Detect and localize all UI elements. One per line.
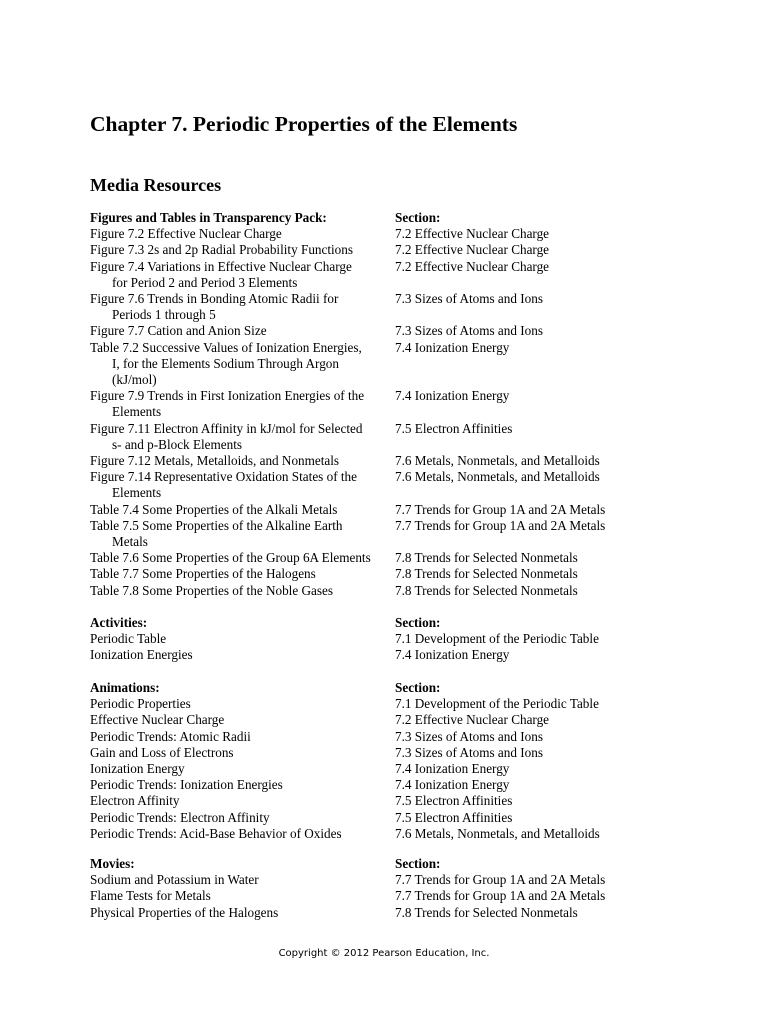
item-title-line: Table 7.6 Some Properties of the Group 6A Elements — [90, 550, 371, 566]
item-title-line: Ionization Energy — [90, 761, 185, 777]
item-title-line: Figure 7.12 Metals, Metalloids, and Nonmetals — [90, 453, 340, 469]
movies-list — [90, 872, 730, 921]
item-section: 7.7 Trends for Group 1A and 2A Metals — [395, 888, 606, 904]
item-title — [90, 712, 390, 728]
item-title-line: Sodium and Potassium in Water — [90, 872, 259, 888]
animations-section — [90, 680, 730, 842]
list-item — [90, 583, 730, 599]
list-item — [90, 388, 730, 420]
item-title — [90, 872, 390, 888]
item-title-line: Periodic Trends: Ionization Energies — [90, 777, 283, 793]
list-item — [90, 259, 730, 291]
item-title — [90, 502, 390, 518]
item-title — [90, 631, 390, 647]
item-title-line: Electron Affinity — [90, 793, 180, 809]
item-title-continuation: s- and p-Block Elements — [112, 436, 243, 452]
list-item — [90, 566, 730, 582]
chapter-title: Chapter 7. Periodic Properties of the Elements — [90, 112, 518, 136]
movies-section-header: Section: — [395, 856, 441, 871]
item-title — [90, 905, 390, 921]
item-section: 7.7 Trends for Group 1A and 2A Metals — [395, 872, 606, 888]
item-title-line: Table 7.7 Some Properties of the Halogens — [90, 566, 316, 582]
list-item — [90, 242, 730, 258]
item-title — [90, 518, 390, 550]
activities-list — [90, 631, 730, 663]
activities-header: Activities: — [90, 615, 148, 630]
item-title — [90, 550, 390, 566]
item-title-line: Figure 7.4 Variations in Effective Nuclear Charge — [90, 258, 352, 274]
movies-header: Movies: — [90, 856, 135, 871]
item-section: 7.7 Trends for Group 1A and 2A Metals — [395, 517, 606, 533]
item-section: 7.8 Trends for Selected Nonmetals — [395, 550, 578, 566]
list-item — [90, 291, 730, 323]
item-title-line: Figure 7.7 Cation and Anion Size — [90, 323, 267, 339]
item-section: 7.2 Effective Nuclear Charge — [395, 242, 550, 258]
list-item — [90, 712, 730, 728]
list-item — [90, 793, 730, 809]
item-title-line: Figure 7.3 2s and 2p Radial Probability Functions — [90, 242, 354, 258]
item-title-continuation: Elements — [112, 485, 162, 501]
item-title — [90, 793, 390, 809]
item-section: 7.8 Trends for Selected Nonmetals — [395, 566, 578, 582]
list-item — [90, 888, 730, 904]
list-item — [90, 696, 730, 712]
item-section: 7.3 Sizes of Atoms and Ions — [395, 291, 543, 307]
item-section: 7.6 Metals, Nonmetals, and Metalloids — [395, 469, 600, 485]
figures-section-header: Section: — [395, 210, 441, 225]
item-title-line: Table 7.8 Some Properties of the Noble Gases — [90, 582, 333, 598]
list-item — [90, 810, 730, 826]
item-title — [90, 761, 390, 777]
item-title-line: Effective Nuclear Charge — [90, 712, 225, 728]
list-item — [90, 421, 730, 453]
movies-section — [90, 856, 730, 921]
item-title — [90, 242, 390, 258]
item-section: 7.5 Electron Affinities — [395, 793, 513, 809]
list-item — [90, 905, 730, 921]
item-title — [90, 259, 390, 291]
item-title-continuation: for Period 2 and Period 3 Elements — [112, 274, 298, 290]
item-section: 7.5 Electron Affinities — [395, 809, 513, 825]
item-title — [90, 777, 390, 793]
item-section: 7.3 Sizes of Atoms and Ions — [395, 728, 543, 744]
media-resources-heading: Media Resources — [90, 175, 222, 195]
item-title-line: Figure 7.11 Electron Affinity in kJ/mol for Selected — [90, 420, 363, 436]
list-item — [90, 518, 730, 550]
animations-section-header: Section: — [395, 680, 441, 695]
item-title-continuation: I, for the Elements Sodium Through Argon — [112, 355, 339, 371]
item-title-continuation: Metals — [112, 534, 148, 550]
item-title — [90, 745, 390, 761]
item-title-line: Flame Tests for Metals — [90, 888, 211, 904]
list-item — [90, 826, 730, 842]
item-section: 7.8 Trends for Selected Nonmetals — [395, 904, 578, 920]
list-item — [90, 469, 730, 501]
list-item — [90, 226, 730, 242]
item-title-continuation: (kJ/mol) — [112, 372, 157, 388]
item-title — [90, 647, 390, 663]
item-section: 7.6 Metals, Nonmetals, and Metalloids — [395, 453, 600, 469]
activities-header-row — [90, 615, 730, 631]
item-title — [90, 340, 390, 389]
item-section: 7.1 Development of the Periodic Table — [395, 631, 599, 647]
item-title-line: Periodic Trends: Atomic Radii — [90, 728, 251, 744]
item-title — [90, 583, 390, 599]
item-title-line: Figure 7.9 Trends in First Ionization Energies of the — [90, 388, 365, 404]
item-title — [90, 888, 390, 904]
item-title — [90, 469, 390, 501]
item-title — [90, 226, 390, 242]
activities-section-header: Section: — [395, 615, 441, 630]
figures-list — [90, 226, 730, 599]
item-section: 7.4 Ionization Energy — [395, 388, 510, 404]
list-item — [90, 647, 730, 663]
item-section: 7.4 Ionization Energy — [395, 761, 510, 777]
list-item — [90, 729, 730, 745]
list-item — [90, 502, 730, 518]
item-title — [90, 388, 390, 420]
item-title — [90, 291, 390, 323]
item-title — [90, 566, 390, 582]
list-item — [90, 745, 730, 761]
item-section: 7.3 Sizes of Atoms and Ions — [395, 323, 543, 339]
item-title-line: Figure 7.2 Effective Nuclear Charge — [90, 226, 282, 242]
list-item — [90, 631, 730, 647]
item-section: 7.8 Trends for Selected Nonmetals — [395, 582, 578, 598]
item-title — [90, 810, 390, 826]
activities-section — [90, 615, 730, 664]
item-title-line: Table 7.5 Some Properties of the Alkaline Earth — [90, 517, 343, 533]
item-title-line: Gain and Loss of Electrons — [90, 744, 234, 760]
item-title — [90, 729, 390, 745]
movies-header-row — [90, 856, 730, 872]
item-title-continuation: Periods 1 through 5 — [112, 307, 216, 323]
item-title-line: Table 7.4 Some Properties of the Alkali Metals — [90, 501, 338, 517]
item-section: 7.1 Development of the Periodic Table — [395, 696, 599, 712]
item-title-line: Table 7.2 Successive Values of Ionization Energies, — [90, 339, 362, 355]
list-item — [90, 872, 730, 888]
item-title — [90, 696, 390, 712]
item-title-line: Physical Properties of the Halogens — [90, 904, 279, 920]
list-item — [90, 761, 730, 777]
item-title — [90, 323, 390, 339]
item-title-line: Periodic Table — [90, 631, 167, 647]
item-title-continuation: Elements — [112, 404, 162, 420]
list-item — [90, 550, 730, 566]
item-section: 7.2 Effective Nuclear Charge — [395, 712, 550, 728]
item-title-line: Ionization Energies — [90, 647, 193, 663]
item-section: 7.6 Metals, Nonmetals, and Metalloids — [395, 825, 600, 841]
item-title-line: Periodic Trends: Electron Affinity — [90, 809, 270, 825]
item-section: 7.4 Ionization Energy — [395, 777, 510, 793]
copyright-footer: Copyright © 2012 Pearson Education, Inc. — [278, 948, 490, 959]
item-section: 7.2 Effective Nuclear Charge — [395, 258, 550, 274]
list-item — [90, 453, 730, 469]
item-section: 7.7 Trends for Group 1A and 2A Metals — [395, 501, 606, 517]
animations-list — [90, 696, 730, 842]
item-title-line: Periodic Properties — [90, 696, 191, 712]
figures-header: Figures and Tables in Transparency Pack: — [90, 210, 327, 225]
item-title — [90, 421, 390, 453]
item-section: 7.4 Ionization Energy — [395, 339, 510, 355]
animations-header: Animations: — [90, 680, 160, 695]
figures-header-row — [90, 210, 730, 226]
list-item — [90, 340, 730, 389]
item-title — [90, 453, 390, 469]
figures-section — [90, 210, 730, 599]
item-title — [90, 826, 390, 842]
list-item — [90, 323, 730, 339]
item-title-line: Figure 7.6 Trends in Bonding Atomic Radii for — [90, 291, 339, 307]
item-section: 7.2 Effective Nuclear Charge — [395, 226, 550, 242]
animations-header-row — [90, 680, 730, 696]
item-section: 7.5 Electron Affinities — [395, 420, 513, 436]
list-item — [90, 777, 730, 793]
item-title-line: Figure 7.14 Representative Oxidation States of the — [90, 469, 357, 485]
item-section: 7.4 Ionization Energy — [395, 647, 510, 663]
item-title-line: Periodic Trends: Acid-Base Behavior of Oxides — [90, 825, 342, 841]
item-section: 7.3 Sizes of Atoms and Ions — [395, 744, 543, 760]
